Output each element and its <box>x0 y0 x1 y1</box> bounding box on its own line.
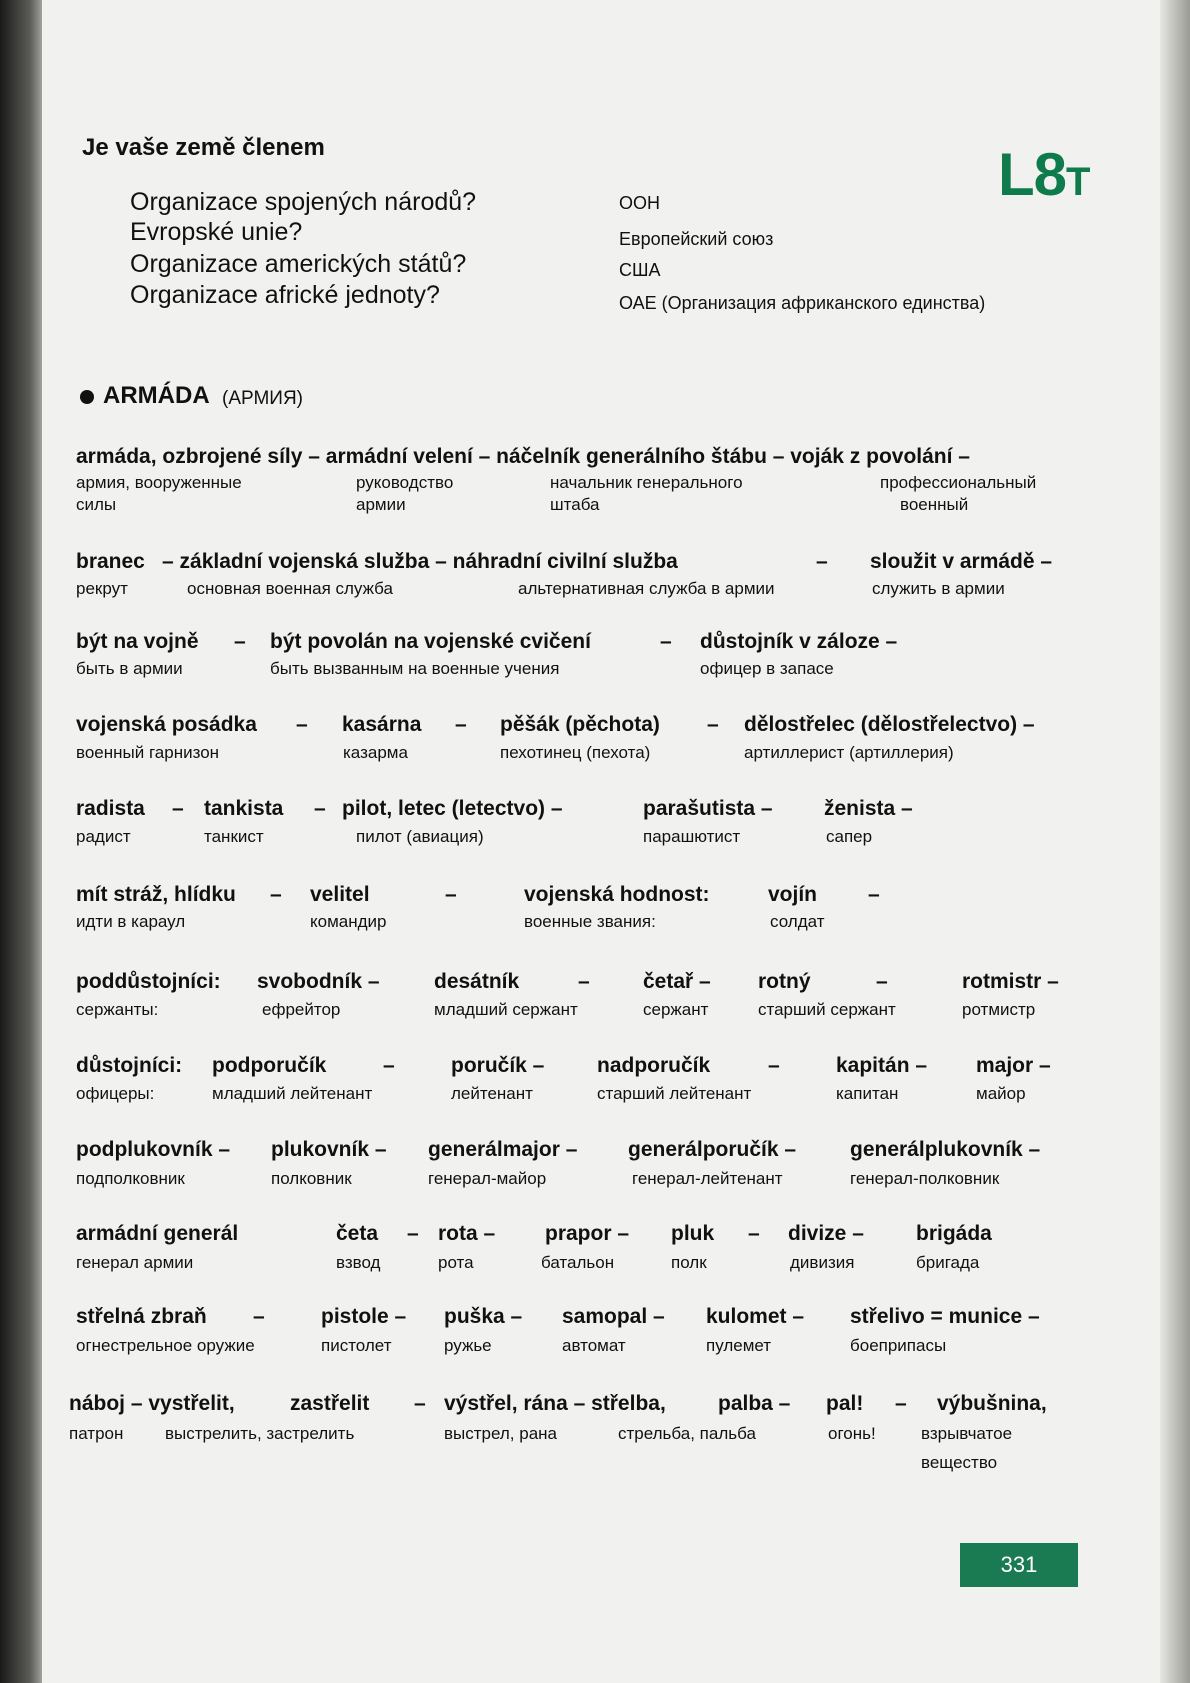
ru-term: командир <box>310 912 387 931</box>
cz-term: důstojníci: <box>76 1054 183 1077</box>
bullet-icon <box>80 390 94 404</box>
ru-term: танкист <box>204 827 264 846</box>
ru-term: основная военная служба <box>187 579 393 598</box>
cz-term: výbušnina, <box>937 1392 1047 1415</box>
cz-term: sloužit v armádě – <box>870 550 1053 573</box>
ru-term: стрельба, пальба <box>618 1424 756 1443</box>
cz-term: – <box>296 713 308 736</box>
ru-term: генерал-полковник <box>850 1169 1000 1188</box>
cz-term: četař – <box>643 970 711 993</box>
ru-term: сапер <box>826 827 873 846</box>
ru-term: военный <box>900 495 969 514</box>
org-cz: Evropské unie? <box>130 218 303 246</box>
ru-term: силы <box>76 495 117 514</box>
cz-term: – <box>455 713 467 736</box>
section-title: ARMÁDA <box>103 382 210 409</box>
cz-term: – <box>270 883 282 906</box>
cz-term: náboj – vystřelit, <box>69 1392 235 1415</box>
org-ru: ОАЕ (Организация африканского единства) <box>619 293 986 313</box>
ru-term: военный гарнизон <box>76 743 220 762</box>
ru-term: младший лейтенант <box>212 1084 373 1103</box>
cz-term: – <box>407 1222 419 1245</box>
cz-term: pilot, letec (letectvo) – <box>342 797 563 820</box>
cz-term: četa <box>336 1222 379 1245</box>
cz-term: – <box>234 630 246 653</box>
ru-term: армии <box>356 495 406 514</box>
cz-term: svobodník – <box>257 970 380 993</box>
cz-term: podporučík <box>212 1054 327 1077</box>
cz-term: – <box>253 1305 265 1328</box>
cz-term: palba – <box>718 1392 791 1415</box>
cz-term: rotmistr – <box>962 970 1059 993</box>
ru-term: огонь! <box>828 1424 876 1443</box>
ru-term: пулемет <box>706 1336 772 1355</box>
ru-term: руководство <box>356 473 454 492</box>
cz-term: – <box>868 883 880 906</box>
cz-term: rotný <box>758 970 811 993</box>
cz-term: střelivo = munice – <box>850 1305 1040 1328</box>
org-ru: Европейский союз <box>619 229 774 249</box>
cz-term: vojenská posádka <box>76 713 257 736</box>
cz-term: důstojník v záloze – <box>700 630 898 653</box>
cz-term: – <box>748 1222 760 1245</box>
lesson-badge: L8T <box>998 141 1090 208</box>
ru-term: ефрейтор <box>262 1000 341 1019</box>
cz-term: – <box>172 797 184 820</box>
cz-term: být na vojně <box>76 630 199 653</box>
cz-term: armádní generál <box>76 1222 239 1245</box>
ru-term: солдат <box>770 912 825 931</box>
cz-term: – <box>768 1054 780 1077</box>
cz-term: kapitán – <box>836 1054 928 1077</box>
cz-term: plukovník – <box>271 1138 387 1161</box>
ru-term: лейтенант <box>451 1084 533 1103</box>
cz-term: poručík – <box>451 1054 545 1077</box>
ru-term: бригада <box>916 1253 980 1272</box>
cz-term: – <box>660 630 672 653</box>
cz-term: – <box>414 1392 426 1415</box>
section-subtitle: (АРМИЯ) <box>222 388 303 409</box>
cz-term: nadporučík <box>597 1054 711 1077</box>
ru-term: военные звания: <box>524 912 656 931</box>
cz-term: vojenská hodnost: <box>524 883 710 906</box>
cz-term: divize – <box>788 1222 864 1245</box>
ru-term: вещество <box>921 1453 998 1472</box>
ru-term: полк <box>671 1253 707 1272</box>
cz-term: pistole – <box>321 1305 407 1328</box>
ru-term: старший сержант <box>758 1000 896 1019</box>
ru-term: подполковник <box>76 1169 185 1188</box>
cz-term: podplukovník – <box>76 1138 231 1161</box>
cz-term: – <box>578 970 590 993</box>
ru-term: автомат <box>562 1336 626 1355</box>
cz-term: ženista – <box>824 797 913 820</box>
ru-term: огнестрельное оружие <box>76 1336 255 1355</box>
cz-term: generálmajor – <box>428 1138 578 1161</box>
ru-term: быть вызванным на военные учения <box>270 659 560 678</box>
ru-term: пистолет <box>321 1336 392 1355</box>
cz-term: výstřel, rána – střelba, <box>444 1392 666 1415</box>
ru-term: артиллерист (артиллерия) <box>744 743 954 762</box>
cz-term: kasárna <box>342 713 422 736</box>
ru-term: капитан <box>836 1084 899 1103</box>
page-number: 331 <box>960 1543 1078 1587</box>
cz-term: vojín <box>768 883 818 906</box>
ru-term: выстрелить, застрелить <box>165 1424 355 1443</box>
org-cz: Organizace africké jednoty? <box>130 281 440 309</box>
ru-term: пилот (авиация) <box>356 827 484 846</box>
cz-term: být povolán na vojenské cvičení <box>270 630 591 653</box>
org-cz: Organizace spojených národů? <box>130 188 477 216</box>
intro-question: Je vaše země členem <box>82 134 325 161</box>
ru-term: пехотинец (пехота) <box>500 743 651 762</box>
ru-term: офицеры: <box>76 1084 155 1103</box>
page-edge <box>1160 0 1190 1683</box>
cz-term: – <box>314 797 326 820</box>
ru-term: младший сержант <box>434 1000 578 1019</box>
cz-term: velitel <box>310 883 370 906</box>
ru-term: рота <box>438 1253 474 1272</box>
cz-term: samopal – <box>562 1305 665 1328</box>
ru-term: начальник генерального <box>550 473 743 492</box>
org-ru: ООН <box>619 193 661 213</box>
cz-term: desátník <box>434 970 520 993</box>
ru-term: старший лейтенант <box>597 1084 752 1103</box>
ru-term: офицер в запасе <box>700 659 834 678</box>
cz-term: – <box>445 883 457 906</box>
cz-term: střelná zbraň <box>76 1305 207 1328</box>
ru-term: генерал-майор <box>428 1169 547 1188</box>
ru-term: сержанты: <box>76 1000 159 1019</box>
ru-term: идти в караул <box>76 912 186 931</box>
cz-term: kulomet – <box>706 1305 805 1328</box>
ru-term: парашютист <box>643 827 741 846</box>
ru-term: выстрел, рана <box>444 1424 557 1443</box>
ru-term: радист <box>76 827 131 846</box>
cz-term: tankista <box>204 797 284 820</box>
ru-term: сержант <box>643 1000 709 1019</box>
cz-term: generálporučík – <box>628 1138 797 1161</box>
ru-term: рекрут <box>76 579 128 598</box>
cz-term: armáda, ozbrojené síly – armádní velení – náčelník generálního štábu – voják z povolání – <box>76 445 970 468</box>
cz-term: poddůstojníci: <box>76 970 221 993</box>
ru-term: патрон <box>69 1424 124 1443</box>
ru-term: армия, вооруженные <box>76 473 242 492</box>
cz-term: brigáda <box>916 1222 992 1245</box>
ru-term: альтернативная служба в армии <box>518 579 775 598</box>
ru-term: взрывчатое <box>921 1424 1013 1443</box>
cz-term: dělostřelec (dělostřelectvo) – <box>744 713 1035 736</box>
cz-term: prapor – <box>545 1222 630 1245</box>
ru-term: быть в армии <box>76 659 183 678</box>
cz-term: generálplukovník – <box>850 1138 1041 1161</box>
cz-term: radista <box>76 797 145 820</box>
ru-term: батальон <box>541 1253 615 1272</box>
cz-term: pal! <box>826 1392 864 1415</box>
cz-term: puška – <box>444 1305 523 1328</box>
ru-term: служить в армии <box>872 579 1005 598</box>
cz-term: rota – <box>438 1222 496 1245</box>
cz-term: mít stráž, hlídku <box>76 883 236 906</box>
cz-term: – <box>895 1392 907 1415</box>
ru-term: генерал армии <box>76 1253 194 1272</box>
org-ru: США <box>619 260 661 280</box>
cz-term: – <box>383 1054 395 1077</box>
cz-term: pěšák (pěchota) <box>500 713 660 736</box>
ru-term: штаба <box>550 495 600 514</box>
ru-term: профессиональный <box>880 473 1037 492</box>
ru-term: казарма <box>343 743 408 762</box>
cz-term: branec <box>76 550 145 573</box>
org-cz: Organizace amerických států? <box>130 250 467 278</box>
ru-term: полковник <box>271 1169 352 1188</box>
cz-term: – <box>816 550 828 573</box>
cz-term: – základní vojenská služba – náhradní civilní služba <box>162 550 678 573</box>
cz-term: pluk <box>671 1222 715 1245</box>
ru-term: дивизия <box>790 1253 855 1272</box>
ru-term: взвод <box>336 1253 381 1272</box>
ru-term: ружье <box>444 1336 492 1355</box>
ru-term: ротмистр <box>962 1000 1036 1019</box>
cz-term: – <box>707 713 719 736</box>
ru-term: майор <box>976 1084 1026 1103</box>
cz-term: zastřelit <box>290 1392 370 1415</box>
cz-term: parašutista – <box>643 797 773 820</box>
ru-term: генерал-лейтенант <box>632 1169 783 1188</box>
cz-term: – <box>876 970 888 993</box>
cz-term: major – <box>976 1054 1051 1077</box>
ru-term: боеприпасы <box>850 1336 947 1355</box>
